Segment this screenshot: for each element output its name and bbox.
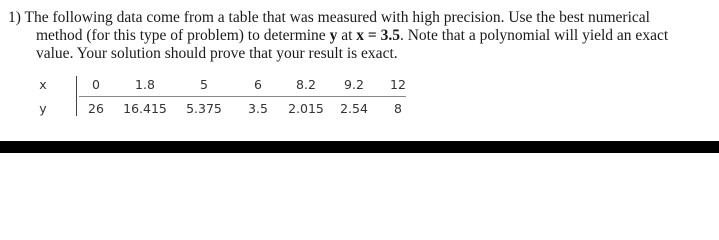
x-value: 6 <box>254 77 262 92</box>
table-horizontal-divider <box>79 96 406 97</box>
x-value: 1.8 <box>135 77 155 92</box>
y-value: 2.54 <box>340 101 368 116</box>
table-vertical-divider <box>76 76 77 116</box>
x-value: 5 <box>200 77 208 92</box>
problem-number: 1) <box>8 9 21 26</box>
target-value: 3.5 <box>380 27 400 44</box>
y-value: 2.015 <box>288 101 324 116</box>
problem-text-line-2a: method (for this type of problem) to determine <box>36 27 330 44</box>
problem-line-1 <box>8 9 650 27</box>
y-value: 8 <box>394 101 402 116</box>
problem-text-line-1: The following data come from a table that was measured with high precision. Use the best numerical <box>24 9 650 26</box>
row-label-y: y <box>39 101 47 116</box>
y-value: 16.415 <box>123 101 167 116</box>
y-value: 5.375 <box>186 101 222 116</box>
variable-y: y <box>329 27 338 44</box>
x-value: 9.2 <box>344 77 364 92</box>
problem-line-3 <box>36 45 398 63</box>
problem-text-at: at <box>337 27 357 44</box>
x-value: 8.2 <box>296 77 316 92</box>
variable-x: x <box>356 27 364 44</box>
y-value: 26 <box>88 101 104 116</box>
x-value: 0 <box>92 77 100 92</box>
row-label-x: x <box>39 77 47 92</box>
bottom-bar <box>0 141 719 153</box>
x-value: 12 <box>390 77 406 92</box>
equals-sign: = <box>364 27 381 44</box>
y-value: 3.5 <box>248 101 268 116</box>
problem-text-line-2b: . Note that a polynomial will yield an exact <box>399 27 669 44</box>
problem-text-line-3: value. Your solution should prove that your result is exact. <box>36 45 398 62</box>
problem-line-2 <box>36 27 668 45</box>
